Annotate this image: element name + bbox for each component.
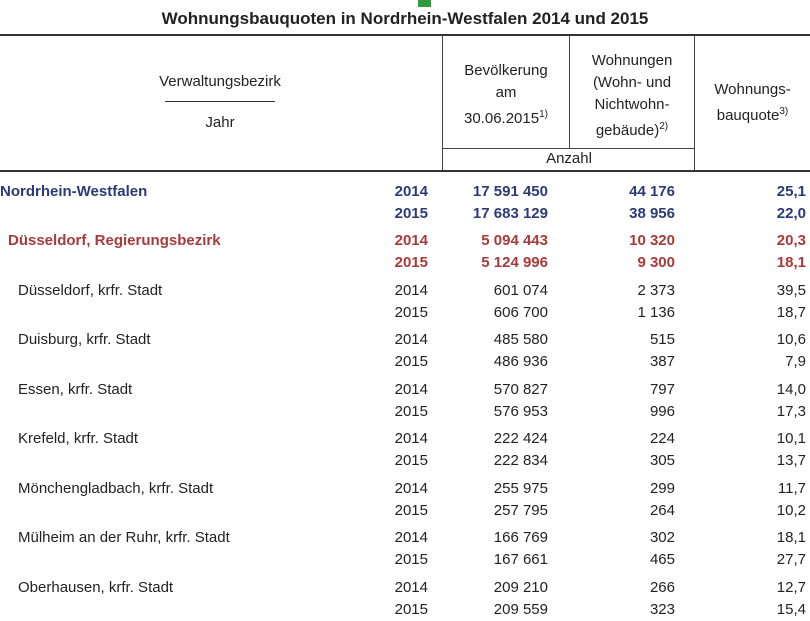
header-anzahl: Anzahl (546, 150, 592, 167)
row-year: 2015 (394, 551, 428, 568)
row-dwellings: 224 (649, 430, 675, 447)
row-population: 255 975 (493, 480, 548, 497)
row-population: 601 074 (493, 282, 548, 299)
row-population: 166 769 (493, 529, 548, 546)
row-population: 485 580 (493, 331, 548, 348)
table-title: Wohnungsbauquoten in Nordrhein-Westfalen 2014 und 2015 (161, 9, 649, 28)
row-population: 167 661 (493, 551, 548, 568)
row-year: 2015 (394, 205, 428, 222)
row-building-quota: 13,7 (776, 452, 806, 469)
row-year: 2014 (394, 480, 428, 497)
row-dwellings: 387 (649, 353, 675, 370)
row-building-quota: 18,1 (776, 529, 806, 546)
row-population: 17 591 450 (472, 183, 548, 200)
row-dwellings: 10 320 (629, 232, 675, 249)
row-dwellings: 323 (649, 601, 675, 618)
row-region-name: Duisburg, krfr. Stadt (18, 331, 151, 348)
header-verwaltungsbezirk: Verwaltungsbezirk (159, 73, 281, 90)
row-building-quota: 10,2 (776, 502, 806, 519)
footnote-1: 1) (539, 109, 548, 120)
row-dwellings: 305 (649, 452, 675, 469)
header-bottom-rule (0, 170, 810, 172)
row-population: 576 953 (493, 403, 548, 420)
row-dwellings: 299 (649, 480, 675, 497)
row-year: 2015 (394, 353, 428, 370)
row-building-quota: 39,5 (776, 282, 806, 299)
row-building-quota: 25,1 (776, 183, 806, 200)
row-population: 222 424 (493, 430, 548, 447)
row-region-name: Oberhausen, krfr. Stadt (18, 579, 174, 596)
row-population: 486 936 (493, 353, 548, 370)
header-wohnungen-line3: Nichtwohn- (594, 96, 670, 113)
row-building-quota: 18,1 (776, 254, 806, 271)
row-building-quota: 12,7 (776, 579, 806, 596)
footnote-3: 3) (779, 106, 789, 117)
header-bevoelkerung (443, 60, 569, 130)
row-region-name: Mönchengladbach, krfr. Stadt (18, 480, 214, 497)
header-bevoelkerung-line2: am (495, 84, 517, 101)
row-population: 570 827 (493, 381, 548, 398)
row-population: 5 124 996 (481, 254, 548, 271)
header-wohnungen-line1: Wohnungen (591, 52, 673, 69)
row-dwellings: 515 (649, 331, 675, 348)
row-dwellings: 266 (649, 579, 675, 596)
row-building-quota: 18,7 (776, 304, 806, 321)
row-year: 2014 (394, 381, 428, 398)
row-dwellings: 302 (649, 529, 675, 546)
row-building-quota: 10,6 (776, 331, 806, 348)
row-year: 2015 (394, 403, 428, 420)
row-dwellings: 9 300 (637, 254, 675, 271)
row-year: 2014 (394, 579, 428, 596)
row-year: 2015 (394, 254, 428, 271)
header-wohnungsbauquote-last: bauquote (716, 107, 780, 124)
header-top-rule (0, 34, 810, 36)
row-building-quota: 27,7 (776, 551, 806, 568)
row-year: 2014 (394, 331, 428, 348)
row-year: 2015 (394, 452, 428, 469)
row-region-name: Düsseldorf, Regierungsbezirk (8, 232, 221, 249)
row-year: 2015 (394, 304, 428, 321)
row-building-quota: 15,4 (776, 601, 806, 618)
header-bevoelkerung-date: 30.06.2015 (464, 110, 540, 127)
row-building-quota: 11,7 (777, 480, 806, 497)
row-year: 2014 (394, 430, 428, 447)
row-population: 209 559 (493, 601, 548, 618)
row-year: 2014 (394, 282, 428, 299)
row-population: 209 210 (493, 579, 548, 596)
header-jahr: Jahr (205, 114, 235, 131)
row-building-quota: 17,3 (776, 403, 806, 420)
row-dwellings: 2 373 (637, 282, 675, 299)
row-population: 17 683 129 (472, 205, 548, 222)
row-building-quota: 22,0 (776, 205, 806, 222)
header-wohnungsbauquote-line2 (695, 101, 810, 127)
row-building-quota: 7,9 (785, 353, 806, 370)
header-wohnungen-line4 (570, 116, 694, 142)
row-population: 606 700 (493, 304, 548, 321)
row-dwellings: 264 (649, 502, 675, 519)
row-building-quota: 10,1 (776, 430, 806, 447)
row-dwellings: 797 (649, 381, 675, 398)
row-population: 222 834 (493, 452, 548, 469)
row-year: 2014 (394, 232, 428, 249)
row-dwellings: 996 (649, 403, 675, 420)
header-bevoelkerung-line3 (443, 104, 569, 130)
row-population: 257 795 (493, 502, 548, 519)
header-wohnungen (570, 50, 694, 142)
header-divider-short (165, 101, 275, 102)
header-wohnungsbauquote (695, 79, 810, 127)
header-wohnungsbauquote-line1: Wohnungs- (714, 81, 791, 98)
row-region-name: Essen, krfr. Stadt (18, 381, 133, 398)
row-region-name: Mülheim an der Ruhr, krfr. Stadt (18, 529, 230, 546)
row-population: 5 094 443 (481, 232, 548, 249)
row-dwellings: 465 (649, 551, 675, 568)
row-building-quota: 20,3 (776, 232, 806, 249)
row-year: 2015 (394, 502, 428, 519)
header-wohnungen-line2: (Wohn- und (592, 74, 672, 91)
footnote-2: 2) (659, 121, 669, 132)
row-dwellings: 44 176 (629, 183, 675, 200)
row-region-name: Nordrhein-Westfalen (0, 183, 148, 200)
row-year: 2015 (394, 601, 428, 618)
row-building-quota: 14,0 (776, 381, 806, 398)
green-marker (418, 0, 431, 7)
row-year: 2014 (394, 183, 428, 200)
row-region-name: Krefeld, krfr. Stadt (18, 430, 139, 447)
row-dwellings: 38 956 (629, 205, 675, 222)
header-wohnungen-last: gebäude) (595, 122, 660, 139)
row-region-name: Düsseldorf, krfr. Stadt (18, 282, 163, 299)
row-dwellings: 1 136 (637, 304, 675, 321)
row-year: 2014 (394, 529, 428, 546)
header-bevoelkerung-line1: Bevölkerung (464, 62, 548, 79)
